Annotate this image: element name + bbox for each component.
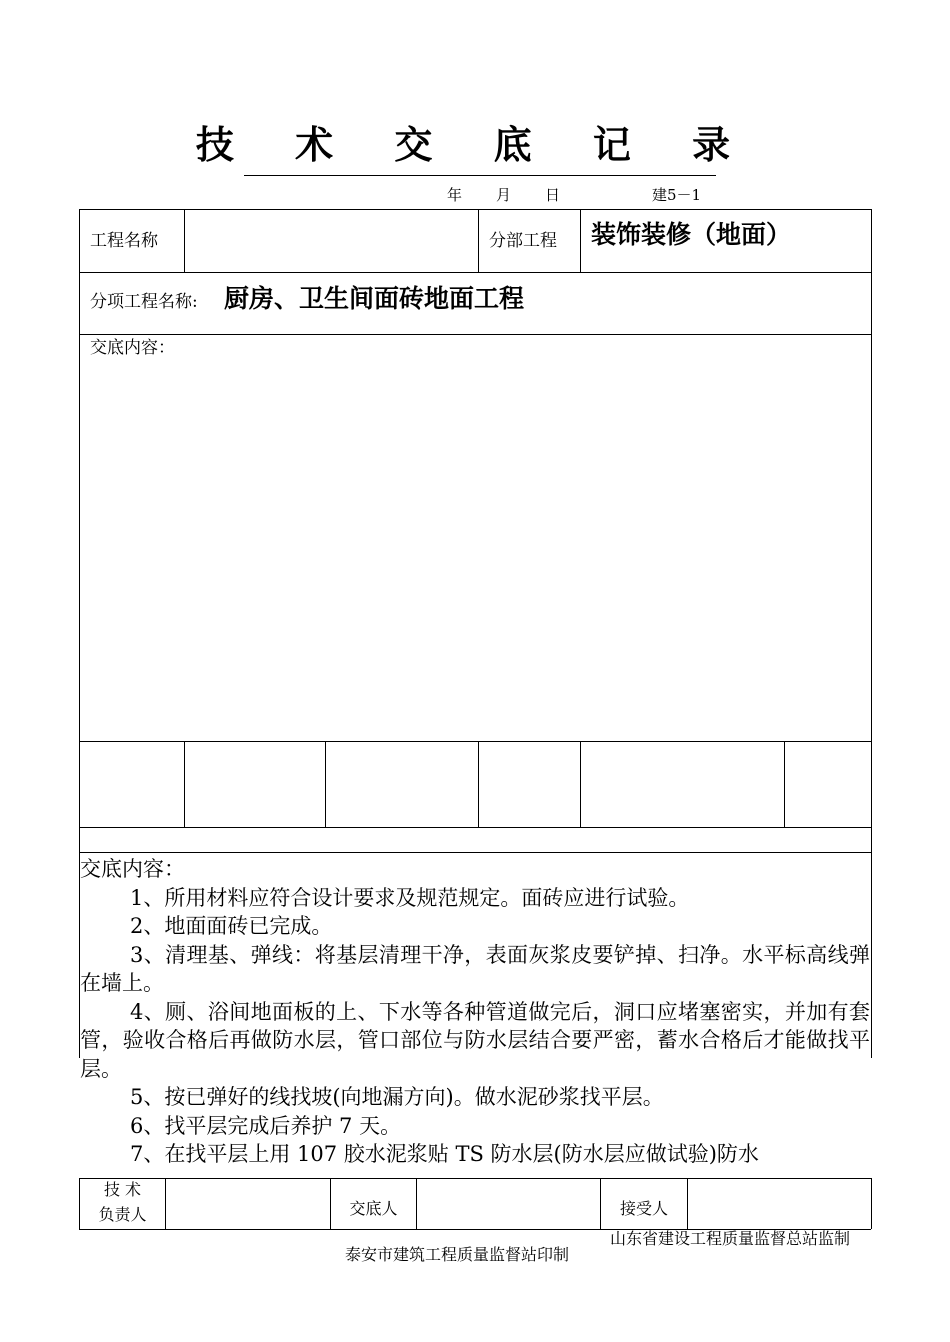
- table-col-divider: [184, 209, 185, 272]
- subitem-label: 分项工程名称:: [90, 292, 198, 312]
- date-year-label: 年: [447, 186, 463, 204]
- content-item: 2、地面面砖已完成。: [130, 914, 333, 938]
- division-value: 装饰装修（地面）: [591, 220, 792, 249]
- blank-row-divider: [784, 741, 785, 827]
- form-code: 建5－1: [652, 186, 702, 204]
- content-item: 7、在找平层上用 107 胶水泥浆贴 TS 防水层(防水层应做试验)防水: [130, 1142, 759, 1166]
- receiver-label: 接受人: [619, 1199, 668, 1218]
- division-label: 分部工程: [489, 231, 557, 251]
- discloser-label: 交底人: [349, 1199, 398, 1218]
- content-item: 5、按已弹好的线找坡(向地漏方向)。做水泥砂浆找平层。: [130, 1085, 664, 1109]
- date-day-label: 日: [545, 186, 561, 204]
- document-title: 技 术 交 底 记 录: [195, 122, 755, 167]
- signature-col-divider: [165, 1178, 166, 1229]
- table-col-divider: [478, 209, 479, 272]
- signature-col-divider: [416, 1178, 417, 1229]
- content-item: 4、厕、浴间地面板的上、下水等各种管道做完后，洞口应堵塞密实，并加有套管，验收合格后再做防水层，管口部位与防水层结合要严密，蓄水合格后才能做找平层。: [80, 999, 870, 1081]
- date-month-label: 月: [496, 186, 512, 204]
- blank-row-divider: [325, 741, 326, 827]
- project-name-label: 工程名称: [90, 231, 158, 251]
- tech-lead-label-line1: 技 术: [103, 1180, 142, 1199]
- subitem-value: 厨房、卫生间面砖地面工程: [224, 284, 525, 313]
- table-border-right: [871, 209, 872, 852]
- signature-border-right: [871, 1178, 872, 1229]
- footer-supervisor: 山东省建设工程质量监督总站监制: [610, 1229, 851, 1248]
- footer-printer: 泰安市建筑工程质量监督站印制: [345, 1245, 570, 1264]
- title-underline: [244, 175, 716, 176]
- content-item: 6、找平层完成后养护 7 天。: [130, 1113, 402, 1138]
- content-item: 1、所用材料应符合设计要求及规范规定。面砖应进行试验。: [130, 885, 690, 910]
- disclosure-content: [80, 855, 870, 1169]
- content-item: 3、清理基、弹线：将基层清理干净，表面灰浆皮要铲掉、扫净。水平标高线弹在墙上。: [80, 942, 870, 995]
- blank-row-divider: [478, 741, 479, 827]
- content-heading: 交底内容：: [80, 857, 185, 881]
- table-col-divider: [580, 209, 581, 272]
- blank-row-divider: [184, 741, 185, 827]
- table-border-left: [79, 209, 80, 852]
- content-border-right: [871, 852, 872, 1058]
- table-row-divider: [79, 852, 871, 853]
- table-row-divider: [79, 272, 871, 273]
- signature-border-top: [79, 1178, 871, 1179]
- signature-col-divider: [687, 1178, 688, 1229]
- content-label: 交底内容：: [90, 338, 175, 358]
- table-row-divider: [79, 827, 871, 828]
- table-border-top: [79, 209, 871, 210]
- table-row-divider: [79, 334, 871, 335]
- table-row-divider: [79, 741, 871, 742]
- tech-lead-label-line2: 负责人: [98, 1205, 147, 1224]
- blank-row-divider: [580, 741, 581, 827]
